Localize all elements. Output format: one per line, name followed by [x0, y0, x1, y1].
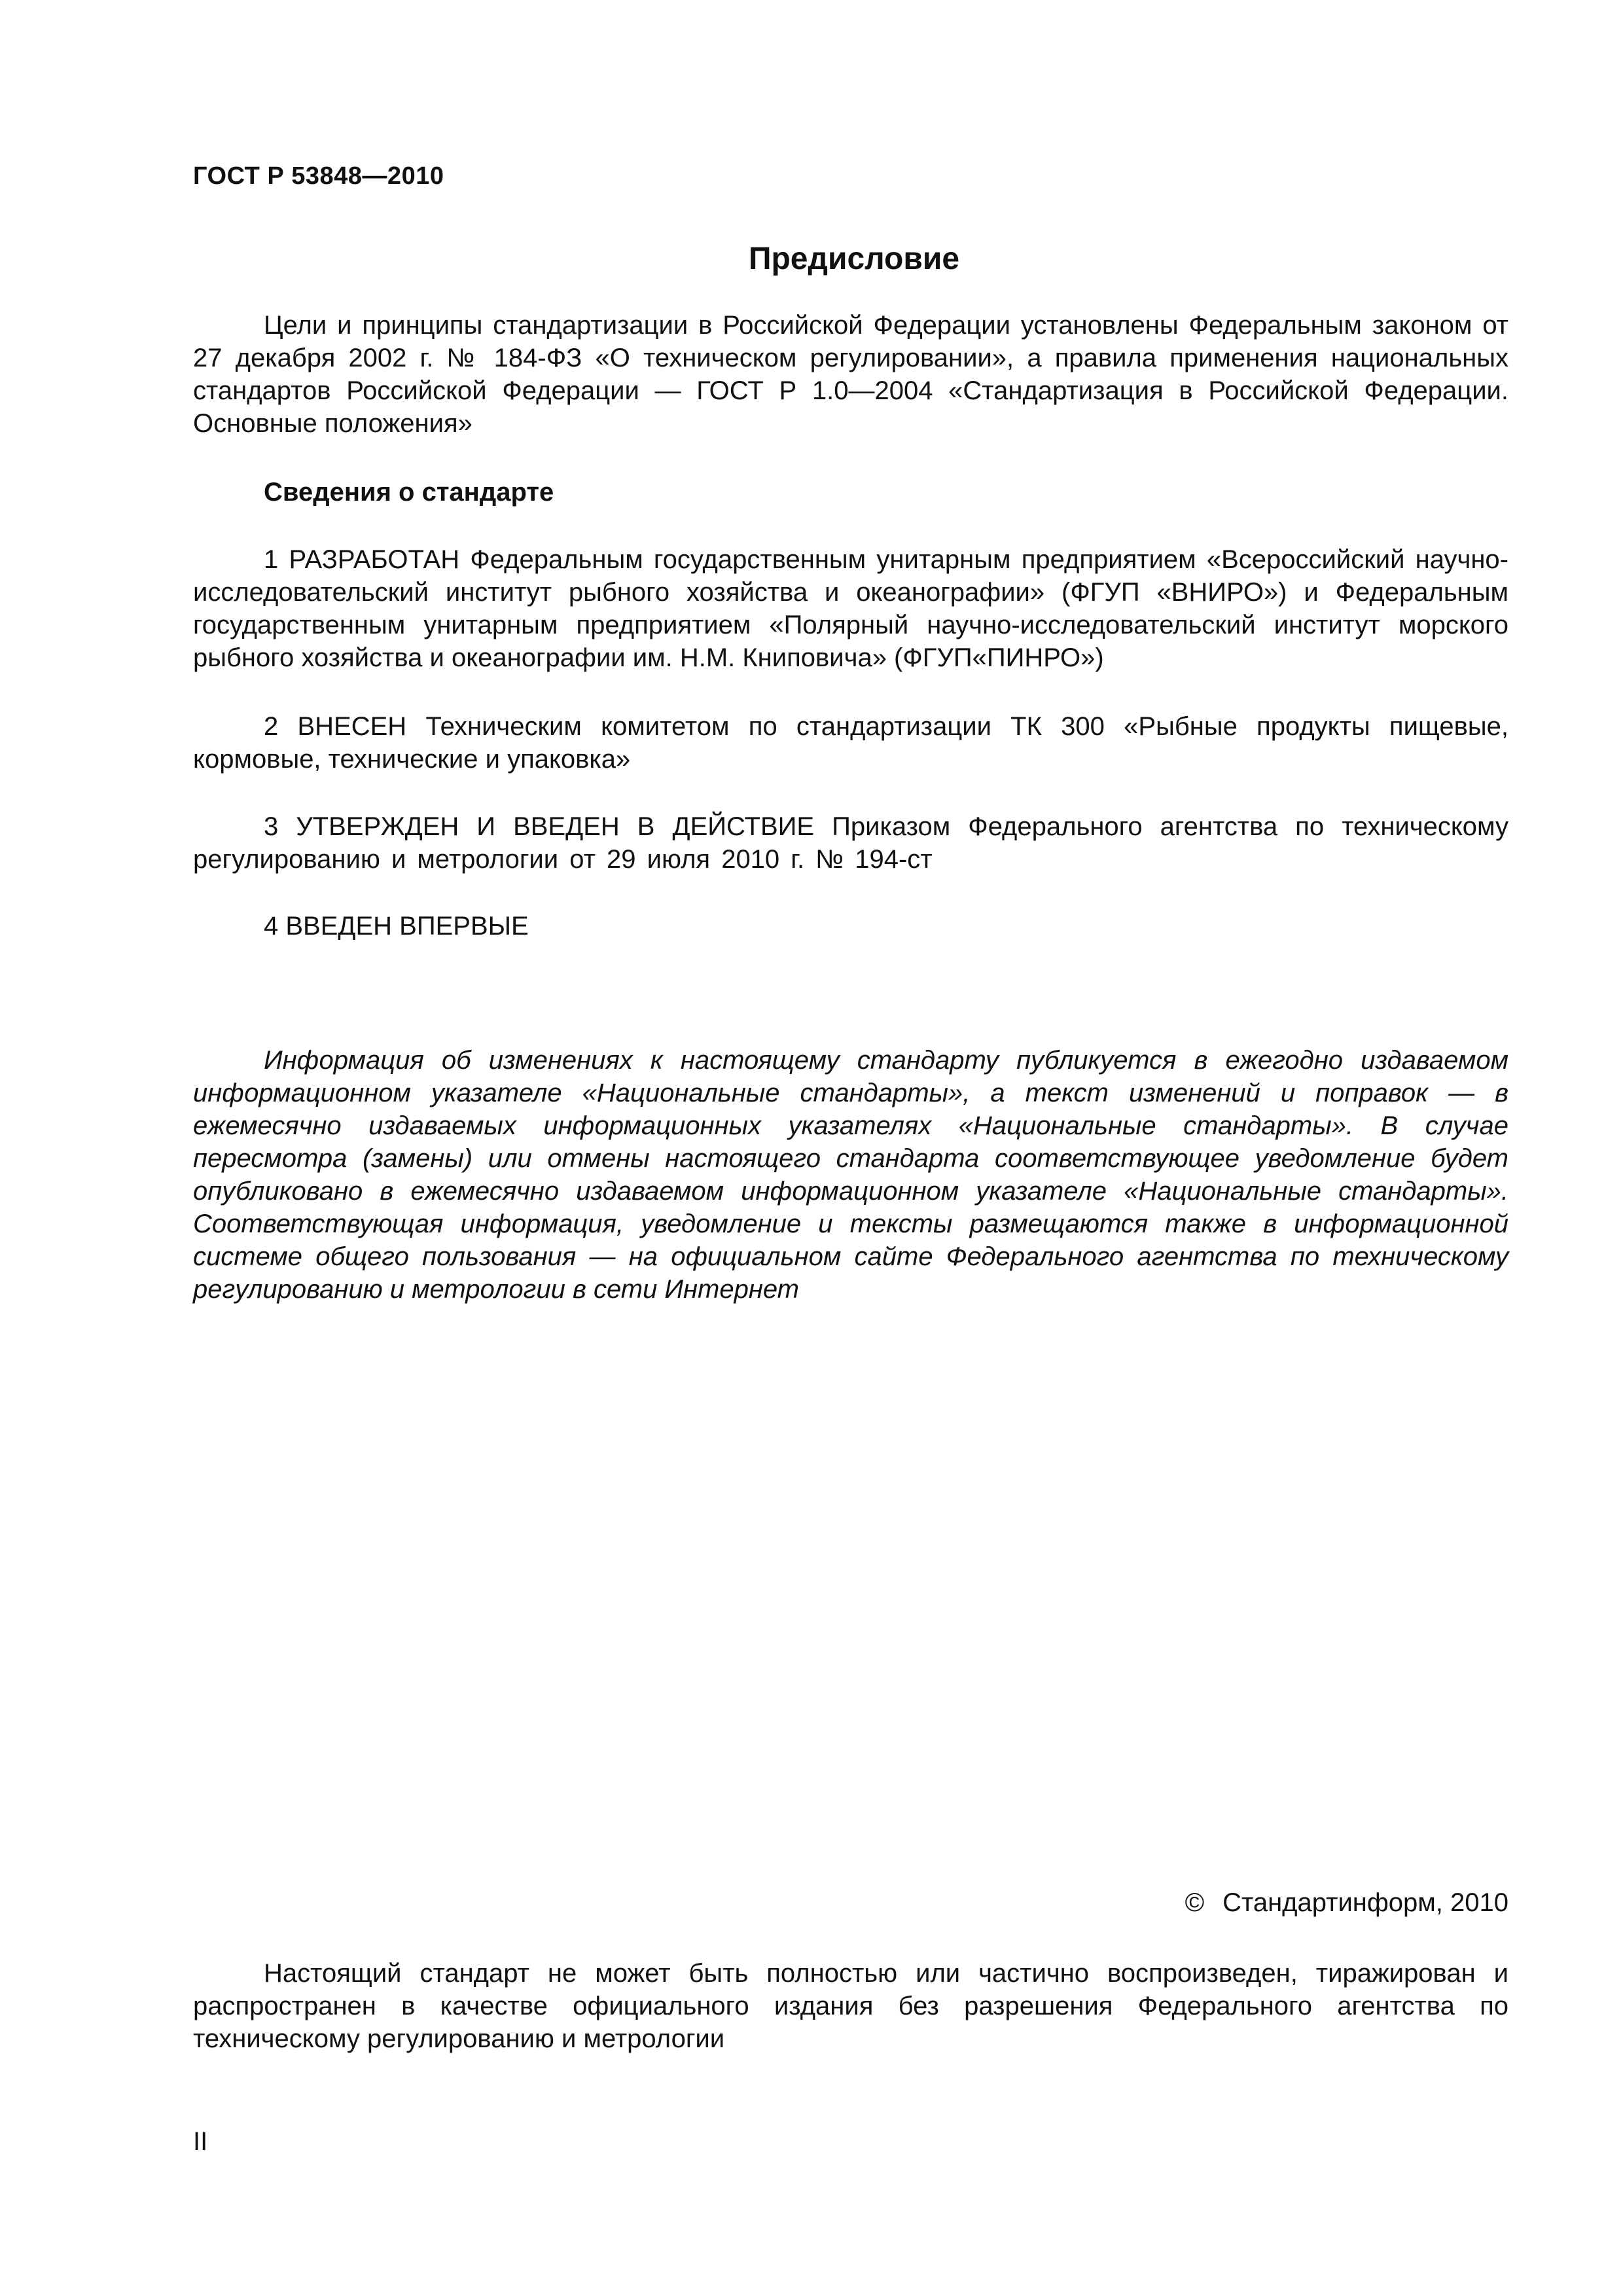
intro-block	[193, 309, 1508, 440]
info-notice-block	[193, 1044, 1508, 1306]
item-3-block	[193, 810, 1508, 876]
section-heading: Сведения о стандарте	[264, 478, 554, 507]
intro-paragraph: Цели и принципы стандартизации в Российской Федерации установлены Федеральным законом от 27 декабря 2002 г. № 184-ФЗ «О техническом регулировании», а правила применения национальных стандартов Российской Федерации — ГОСТ Р 1.0—2004 «Стандартизация в Российской Федерации. Основные положения»	[193, 311, 1508, 438]
copyright-symbol: ©	[1185, 1888, 1205, 1917]
item-2-block	[193, 710, 1508, 776]
list-item: 3 УТВЕРЖДЕН И ВВЕДЕН В ДЕЙСТВИЕ Приказом Федерального агентства по техническому регулированию и метрологии от 29 июля 2010 г. № 194-ст	[193, 812, 1508, 874]
info-notice: Информация об изменениях к настоящему стандарту публикуется в ежегодно издаваемом информационном указателе «Национальные стандарты», а текст изменений и поправок — в ежемесячно издаваемых информационных указателях «Национальные стандарты». В случае пересмотра (замены) или отмены настоящего стандарта соответствующее уведомление будет опубликовано в ежемесячно издаваемом информационном указателе «Национальные стандарты». Соответствующая информация, уведомление и тексты размещаются также в информационной системе общего пользования — на официальном сайте Федерального агентства по техническому регулированию и метрологии в сети Интернет	[193, 1046, 1508, 1304]
page-title: Предисловие	[748, 242, 960, 276]
list-item: 1 РАЗРАБОТАН Федеральным государственным унитарным предприятием «Всероссийский научно-исследовательский институт рыбного хозяйства и океанографии» (ФГУП «ВНИРО») и Федеральным государственным унитарным предприятием «Полярный научно-исследовательский институт морского рыбного хозяйства и океанографии им. Н.М. Книповича» (ФГУП«ПИНРО»)	[193, 545, 1508, 672]
copyright-line	[1185, 1888, 1508, 1918]
document-code: ГОСТ Р 53848—2010	[193, 162, 444, 190]
copyright-text: Стандартинформ, 2010	[1222, 1888, 1508, 1917]
reproduction-notice: Настоящий стандарт не может быть полностью или частично воспроизведен, тиражирован и распространен в качестве официального издания без разрешения Федерального агентства по техническому регулированию и метрологии	[193, 1959, 1508, 2053]
item-4-block	[193, 910, 1508, 942]
list-item: 2 ВНЕСЕН Техническим комитетом по стандартизации ТК 300 «Рыбные продукты пищевые, кормовые, технические и упаковка»	[193, 712, 1508, 774]
reproduction-block	[193, 1957, 1508, 2055]
page-number: II	[193, 2127, 208, 2156]
list-item: 4 ВВЕДЕН ВПЕРВЫЕ	[264, 912, 529, 941]
item-1-block	[193, 543, 1508, 674]
